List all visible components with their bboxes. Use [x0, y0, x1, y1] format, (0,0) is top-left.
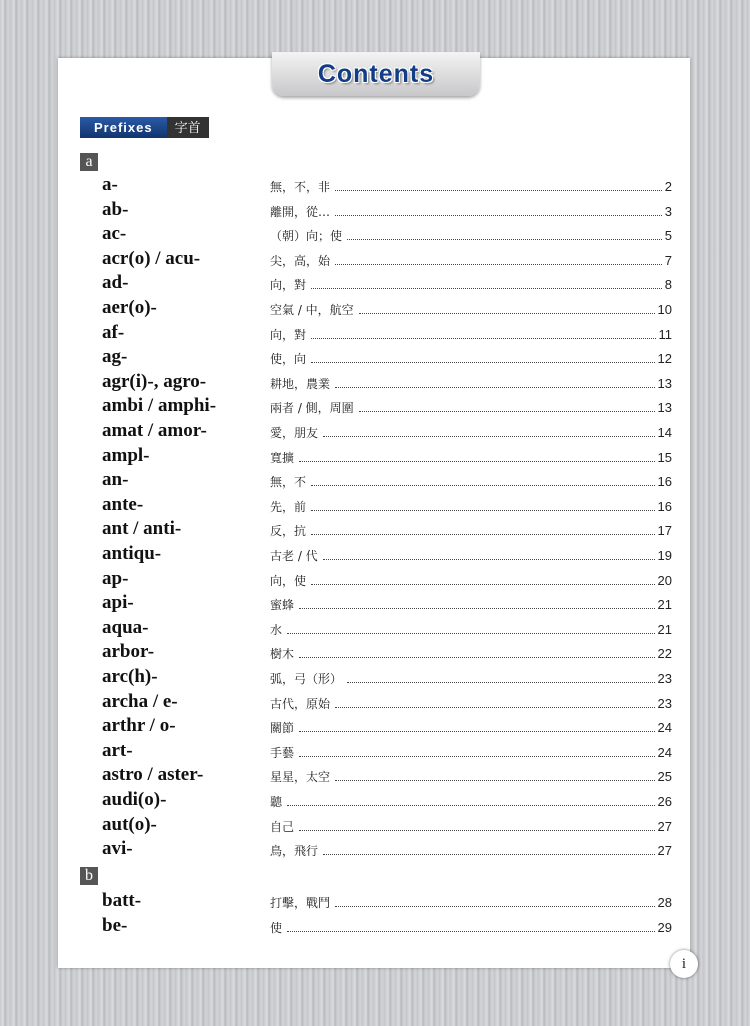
toc-entry[interactable] [102, 639, 672, 663]
toc-entry-term: agr(i)-, agro- [102, 370, 207, 392]
toc-entry[interactable] [102, 888, 672, 912]
toc-entry-page: 21 [657, 621, 672, 637]
toc-entry-page: 13 [657, 375, 672, 391]
toc-entry[interactable] [102, 492, 672, 516]
toc-entry-term: audi(o)- [102, 789, 167, 810]
toc-entry-meaning: 向，使 [270, 573, 307, 588]
toc-entry[interactable] [102, 320, 672, 344]
toc-entry-meaning: 無，不 [270, 475, 307, 490]
toc-entry[interactable] [102, 197, 672, 221]
toc-entry-page: 2 [664, 179, 672, 194]
toc-entry[interactable] [102, 221, 672, 245]
toc-entry-meaning: 星星，太空 [270, 770, 331, 785]
toc-entry-page: 15 [657, 449, 672, 465]
toc-entry-term: be- [102, 914, 128, 936]
toc-entry-page: 7 [664, 252, 672, 268]
toc-entry-page: 8 [664, 277, 672, 293]
dot-leader [299, 657, 655, 658]
toc-entry-page: 17 [657, 523, 672, 539]
toc-entry-term: art- [102, 739, 133, 761]
toc-entry-page: 22 [657, 646, 672, 662]
toc-entry[interactable] [102, 762, 672, 786]
toc-entry-page: 20 [657, 572, 672, 588]
toc-entry-page: 16 [657, 474, 672, 490]
dot-leader [323, 436, 655, 437]
toc-entry-page: 10 [657, 302, 672, 317]
toc-entry-term: ac- [102, 223, 127, 245]
toc-entry-term: ad- [102, 272, 129, 294]
letter-heading-a: a [80, 153, 98, 171]
dot-leader [323, 559, 655, 560]
toc-entry-meaning: 向，對 [270, 278, 307, 293]
toc-entry[interactable] [102, 738, 672, 762]
toc-entry-term: ampl- [102, 444, 150, 466]
dot-leader [311, 485, 655, 486]
toc-entry-page: 5 [664, 228, 672, 244]
toc-entry-meaning: 寬擴 [270, 450, 295, 465]
toc-entry-term: api- [102, 592, 134, 614]
dot-leader [287, 931, 655, 932]
toc-entry[interactable] [102, 295, 672, 319]
toc-entry-term: avi- [102, 838, 133, 860]
toc-entry-page: 19 [657, 548, 672, 563]
toc-entry-meaning: 鳥，飛行 [270, 844, 319, 859]
toc-entry-page: 3 [664, 203, 672, 219]
toc-entry-term: astro / aster- [102, 764, 204, 786]
toc-entry[interactable] [102, 590, 672, 614]
toc-entry-page: 12 [657, 351, 672, 367]
toc-entry-term: ambi / amphi- [102, 395, 217, 417]
dot-leader [323, 854, 655, 855]
toc-entry-meaning: 向，對 [270, 327, 307, 342]
dot-leader [311, 362, 655, 363]
toc-entry-term: ap- [102, 567, 129, 589]
dot-leader [311, 338, 655, 339]
toc-entry-page: 16 [657, 498, 672, 514]
toc-entry-meaning: 兩者 / 側，周圍 [270, 401, 354, 416]
toc-entry-term: an- [102, 469, 129, 491]
section-label-zh: 字首 [167, 117, 209, 138]
toc-entry-term: acr(o) / acu- [102, 247, 201, 269]
section-label [80, 117, 209, 138]
dot-leader [299, 756, 655, 757]
toc-entry-page: 24 [657, 720, 672, 736]
toc-entry-term: batt- [102, 890, 142, 911]
toc-entry-page: 29 [657, 919, 672, 935]
toc-entry-term: ab- [102, 198, 129, 220]
toc-entry-page: 27 [657, 843, 672, 859]
toc-entry-meaning: 無，不，非 [270, 180, 331, 194]
toc-entry-page: 21 [657, 597, 672, 613]
toc-entry-page: 11 [658, 326, 672, 342]
dot-leader [335, 215, 662, 216]
dot-leader [299, 461, 655, 462]
toc-entry[interactable] [102, 836, 672, 860]
toc-entry[interactable] [102, 172, 672, 196]
dot-leader [335, 707, 655, 708]
toc-entry[interactable] [102, 443, 672, 467]
toc-entry-meaning: 關節 [270, 721, 295, 736]
dot-leader [311, 584, 655, 585]
toc-entry[interactable] [102, 812, 672, 836]
toc-entry-meaning: 弧，弓（形） [270, 672, 343, 686]
toc-entry-page: 24 [657, 744, 672, 760]
toc-entry-page: 25 [657, 769, 672, 785]
toc-entry-term: arthr / o- [102, 715, 176, 737]
dot-leader [311, 534, 655, 535]
toc-entry-term: amat / amor- [102, 420, 207, 441]
toc-entry-meaning: （朝）向；使 [270, 229, 343, 244]
toc-entry-page: 26 [657, 794, 672, 809]
dot-leader [359, 313, 655, 314]
toc-entry[interactable] [102, 270, 672, 294]
toc-entry-term: a- [102, 174, 118, 195]
dot-leader [287, 805, 655, 806]
toc-entry-meaning: 蜜蜂 [270, 598, 295, 613]
toc-entry-meaning: 離開，從… [270, 204, 331, 219]
toc-entry-term: archa / e- [102, 690, 178, 712]
dot-leader [311, 510, 655, 511]
toc-entry[interactable] [102, 418, 672, 442]
toc-entry[interactable] [102, 393, 672, 417]
page-title: Contents [317, 59, 435, 88]
dot-leader [335, 190, 662, 191]
toc-entry-meaning: 耕地，農業 [270, 376, 331, 391]
toc-entry[interactable] [102, 344, 672, 368]
toc-entry-meaning: 古老 / 代 [270, 549, 318, 563]
toc-entry[interactable] [102, 913, 672, 937]
toc-entry-term: af- [102, 321, 125, 343]
toc-entry-page: 27 [657, 818, 672, 834]
toc-entry-meaning: 樹木 [270, 647, 295, 662]
toc-entry-meaning: 聽 [270, 795, 283, 809]
toc-entry-term: arc(h)- [102, 666, 158, 687]
dot-leader [335, 387, 655, 388]
letter-heading-b: b [80, 867, 98, 885]
toc-entry-meaning: 打擊，戰鬥 [270, 896, 331, 910]
toc-entry-term: ante- [102, 493, 144, 515]
toc-entry[interactable] [102, 787, 672, 811]
page-number: i [670, 950, 698, 978]
toc-entry[interactable] [102, 566, 672, 590]
toc-entry-meaning: 先，前 [270, 499, 307, 514]
toc-entry-page: 14 [657, 425, 672, 440]
toc-entry-term: arbor- [102, 641, 155, 663]
section-label-en: Prefixes [80, 117, 167, 138]
toc-entry[interactable] [102, 713, 672, 737]
dot-leader [335, 906, 655, 907]
toc-entry-page: 23 [657, 671, 672, 686]
toc-entry-meaning: 使 [270, 920, 283, 935]
toc-entry-term: ag- [102, 346, 128, 368]
toc-entry-page: 13 [657, 400, 672, 416]
toc-entry-term: aut(o)- [102, 813, 157, 835]
toc-entry-meaning: 愛，朋友 [270, 426, 319, 440]
toc-entry[interactable] [102, 369, 672, 393]
toc-entry[interactable] [102, 516, 672, 540]
dot-leader [347, 239, 662, 240]
toc-entry-meaning: 古代，原始 [270, 696, 331, 711]
toc-entry-term: aer(o)- [102, 297, 157, 318]
toc-entry-meaning: 水 [270, 622, 283, 637]
dot-leader [347, 682, 655, 683]
toc-entry[interactable] [102, 664, 672, 688]
dot-leader [335, 780, 655, 781]
toc-entry-meaning: 手藝 [270, 745, 295, 760]
contents-header-tab [272, 52, 480, 96]
dot-leader [299, 608, 655, 609]
toc-entry-meaning: 反，抗 [270, 524, 307, 539]
dot-leader [299, 830, 655, 831]
toc-entry-page: 28 [657, 895, 672, 910]
dot-leader [311, 288, 662, 289]
toc-entry[interactable] [102, 467, 672, 491]
toc-entry-term: aqua- [102, 616, 149, 638]
toc-entry-meaning: 自己 [270, 819, 295, 834]
toc-entry-term: ant / anti- [102, 518, 182, 540]
toc-entry-meaning: 空氣 / 中，航空 [270, 303, 354, 317]
toc-entry-meaning: 使，向 [270, 352, 307, 367]
dot-leader [287, 633, 655, 634]
toc-entry[interactable] [102, 541, 672, 565]
toc-entry[interactable] [102, 246, 672, 270]
toc-entry-page: 23 [657, 695, 672, 711]
dot-leader [335, 264, 662, 265]
dot-leader [359, 411, 655, 412]
toc-entry[interactable] [102, 689, 672, 713]
toc-entry-term: antiqu- [102, 543, 162, 564]
toc-entry[interactable] [102, 615, 672, 639]
dot-leader [299, 731, 655, 732]
toc-entry-meaning: 尖，高，始 [270, 253, 331, 268]
